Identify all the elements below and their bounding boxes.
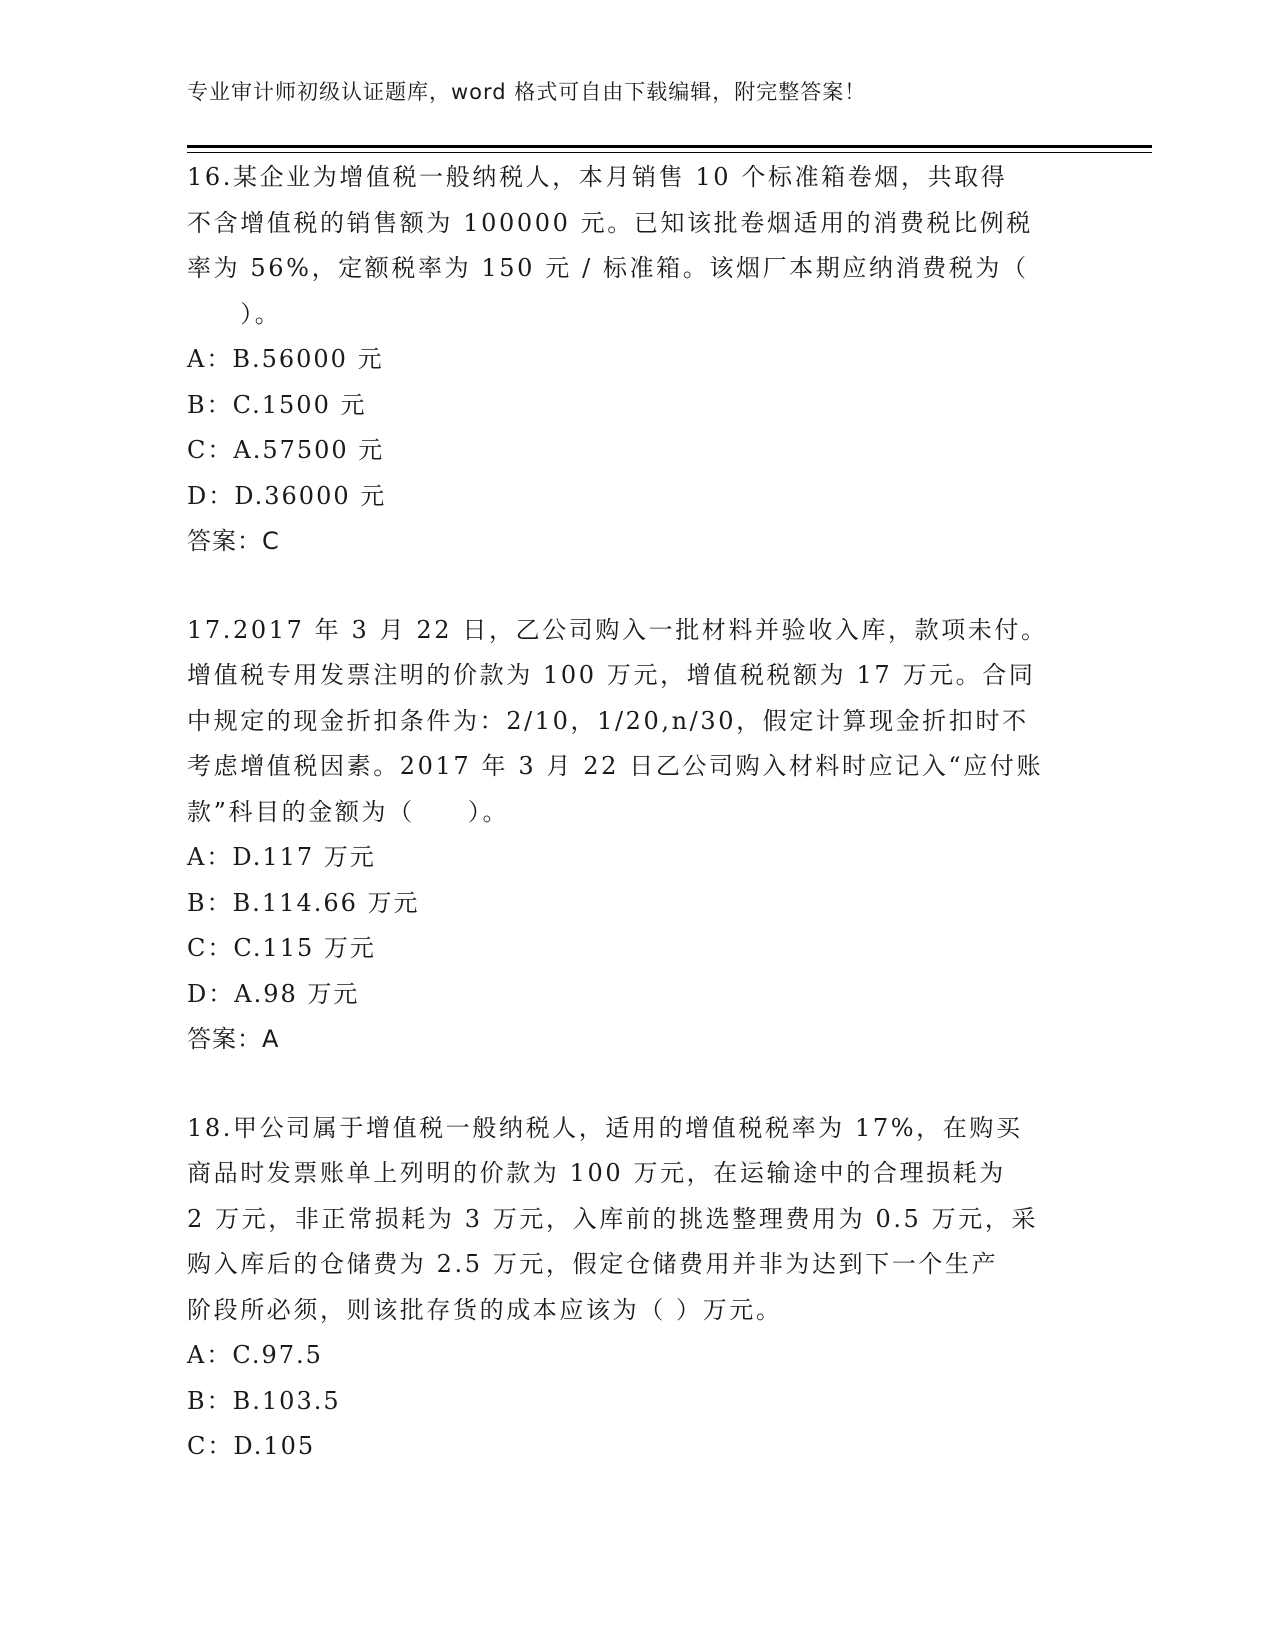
question-17	[187, 608, 1087, 1063]
option-d: D：A.98 万元	[187, 979, 360, 1008]
question-stem-line: 考虑增值税因素。2017 年 3 月 22 日乙公司购入材料时应记入“应付账	[187, 752, 1044, 780]
question-stem-line: 率为 56%，定额税率为 150 元 / 标准箱。该烟厂本期应纳消费税为（	[187, 254, 1029, 282]
option-c: C：A.57500 元	[187, 436, 385, 464]
option-b: B：C.1500 元	[187, 390, 367, 419]
option-b: B：B.103.5	[187, 1386, 341, 1415]
question-stem-line: 增值税专用发票注明的价款为 100 万元，增值税税额为 17 万元。合同	[187, 661, 1036, 689]
question-16	[187, 155, 1087, 565]
answer-line: 答案：A	[187, 1025, 280, 1053]
option-d: D：D.36000 元	[187, 481, 387, 510]
question-list	[187, 155, 1087, 1470]
header-rule-thin	[187, 152, 1152, 153]
question-stem-line: 2 万元，非正常损耗为 3 万元，入库前的挑选整理费用为 0.5 万元，采	[187, 1204, 1039, 1233]
option-c: C：C.115 万元	[187, 934, 376, 962]
option-a: A：C.97.5	[187, 1341, 323, 1369]
option-a: A：B.56000 元	[187, 345, 384, 373]
option-c: C：D.105	[187, 1432, 316, 1460]
question-stem-line: ）。	[187, 299, 282, 328]
option-a: A：D.117 万元	[187, 843, 376, 871]
answer-line: 答案：C	[187, 527, 280, 555]
question-stem-line: 18.甲公司属于增值税一般纳税人，适用的增值税税率为 17%，在购买	[187, 1113, 1023, 1142]
question-stem-line: 商品时发票账单上列明的价款为 100 万元，在运输途中的合理损耗为	[187, 1159, 1006, 1187]
question-18	[187, 1106, 1087, 1470]
option-b: B：B.114.66 万元	[187, 888, 420, 917]
header-rule-thick	[187, 145, 1152, 148]
question-stem-line: 购入库后的仓储费为 2.5 万元，假定仓储费用并非为达到下一个生产	[187, 1250, 999, 1278]
page-header: 专业审计师初级认证题库，word 格式可自由下载编辑，附完整答案！	[187, 80, 867, 104]
question-stem-line: 阶段所必须，则该批存货的成本应该为（ ）万元。	[187, 1295, 783, 1324]
question-stem-line: 不含增值税的销售额为 100000 元。已知该批卷烟适用的消费税比例税	[187, 208, 1033, 237]
question-stem-line: 中规定的现金折扣条件为：2/10，1/20,n/30，假定计算现金折扣时不	[187, 706, 1029, 735]
question-stem-line: 17.2017 年 3 月 22 日，乙公司购入一批材料并验收入库，款项未付。	[187, 615, 1048, 644]
question-stem-line: 款”科目的金额为（ ）。	[187, 797, 510, 826]
question-stem-line: 16.某企业为增值税一般纳税人，本月销售 10 个标准箱卷烟，共取得	[187, 163, 1008, 191]
